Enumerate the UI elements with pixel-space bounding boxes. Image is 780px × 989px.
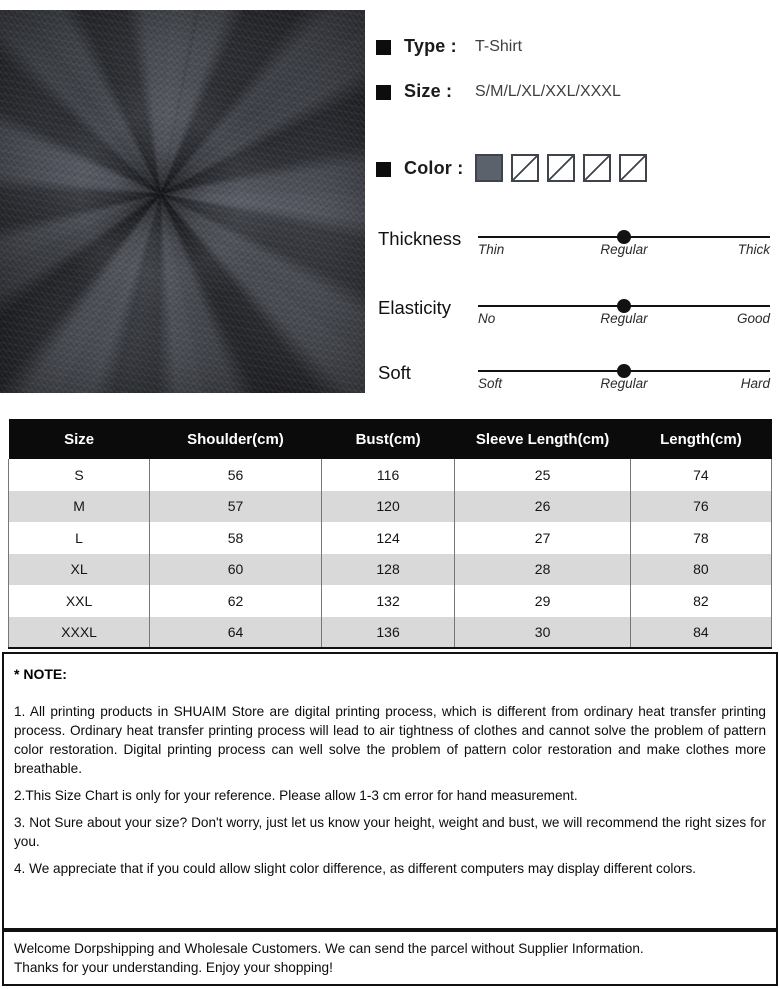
slider-track — [478, 226, 770, 272]
table-row — [9, 459, 772, 491]
cell-length: 76 — [630, 491, 771, 523]
tick-label-left: No — [478, 311, 496, 326]
size-chart-table — [8, 419, 772, 649]
cell-length: 80 — [630, 554, 771, 586]
note-item-2: 2.This Size Chart is only for your reference. Please allow 1-3 cm error for hand measurement. — [14, 788, 578, 803]
slider-name: Elasticity — [378, 297, 451, 318]
cell-sleeve: 30 — [455, 617, 630, 649]
tick-label-mid: Regular — [600, 242, 648, 257]
footer-line-2: Thanks for your understanding. Enjoy your shopping! — [14, 960, 333, 975]
tick-label-right: Good — [736, 311, 770, 326]
cell-bust: 124 — [321, 522, 455, 554]
color-swatch — [619, 154, 647, 182]
footer-box — [2, 930, 778, 986]
size-value: S/M/L/XL/XXL/XXXL — [475, 83, 621, 100]
col-header-sleeve: Sleeve Length(cm) — [455, 419, 630, 459]
cell-sleeve: 29 — [455, 585, 630, 617]
cell-sleeve: 25 — [455, 459, 630, 491]
color-swatch — [511, 154, 539, 182]
cell-shoulder: 57 — [150, 491, 322, 523]
type-label: Type : — [404, 36, 457, 56]
tick-label-left: Thin — [478, 242, 505, 257]
cell-bust: 128 — [321, 554, 455, 586]
size-label: Size : — [404, 81, 453, 101]
cell-sleeve: 28 — [455, 554, 630, 586]
cell-bust: 136 — [321, 617, 455, 649]
cell-size: M — [9, 491, 150, 523]
cell-length: 74 — [630, 459, 771, 491]
tick-label-right: Thick — [737, 242, 770, 257]
spec-row-type — [375, 36, 780, 66]
cell-length: 78 — [630, 522, 771, 554]
color-label: Color : — [404, 158, 464, 178]
spec-row-size — [375, 81, 780, 111]
cell-size: XXXL — [9, 617, 150, 649]
col-header-shoulder: Shoulder(cm) — [150, 419, 322, 459]
table-row — [9, 585, 772, 617]
thickness-slider — [378, 226, 770, 272]
tick-label-left: Soft — [478, 376, 503, 391]
cell-shoulder: 56 — [150, 459, 322, 491]
type-value: T-Shirt — [475, 38, 523, 55]
note-item-4: 4. We appreciate that if you could allow slight color difference, as different computers may display different colors. — [14, 861, 697, 876]
note-box — [2, 652, 778, 930]
tick-label-right: Hard — [740, 376, 770, 391]
cell-shoulder: 58 — [150, 522, 322, 554]
cell-sleeve: 27 — [455, 522, 630, 554]
slider-name: Soft — [378, 362, 411, 383]
slider-track — [478, 295, 770, 341]
cell-shoulder: 64 — [150, 617, 322, 649]
color-swatch — [547, 154, 575, 182]
square-bullet-icon — [376, 85, 391, 100]
col-header-length: Length(cm) — [630, 419, 771, 459]
square-bullet-icon — [376, 40, 391, 55]
color-swatch — [583, 154, 611, 182]
soft-slider — [378, 360, 770, 406]
slider-track — [478, 360, 770, 406]
cell-sleeve: 26 — [455, 491, 630, 523]
cell-length: 82 — [630, 585, 771, 617]
product-specs-panel — [375, 0, 780, 400]
cell-bust: 116 — [321, 459, 455, 491]
color-swatches — [475, 154, 647, 182]
cell-bust: 120 — [321, 491, 455, 523]
table-row — [9, 617, 772, 649]
cell-size: S — [9, 459, 150, 491]
cell-shoulder: 62 — [150, 585, 322, 617]
footer-line-1: Welcome Dorpshipping and Wholesale Customers. We can send the parcel without Supplier Information. — [14, 941, 644, 956]
slider-name: Thickness — [378, 228, 462, 249]
table-row — [9, 491, 772, 523]
table-header-row — [9, 419, 772, 459]
note-title: * NOTE: — [14, 666, 67, 682]
color-swatch-filled — [475, 154, 503, 182]
table-row — [9, 554, 772, 586]
square-bullet-icon — [376, 162, 391, 177]
fabric-photo — [0, 10, 365, 393]
cell-size: XL — [9, 554, 150, 586]
cell-shoulder: 60 — [150, 554, 322, 586]
tick-label-mid: Regular — [600, 376, 648, 391]
note-item-3: 3. Not Sure about your size? Don't worry, just let us know your height, weight and bust, we will recommend the right sizes for you. — [14, 815, 766, 849]
tick-label-mid: Regular — [600, 311, 648, 326]
note-item-1: 1. All printing products in SHUAIM Store are digital printing process, which is different from ordinary heat transfer printing process. Ordinary heat transfer printing process will lead to air tightness of clothes and cannot solve the problem of pattern color restoration. Digital printing process can well solve the problem of pattern color restoration and make clothes more breathable. — [14, 704, 766, 776]
cell-size: XXL — [9, 585, 150, 617]
elasticity-slider — [378, 295, 770, 341]
cell-length: 84 — [630, 617, 771, 649]
col-header-size: Size — [9, 419, 150, 459]
spec-row-color — [375, 158, 780, 188]
cell-size: L — [9, 522, 150, 554]
col-header-bust: Bust(cm) — [321, 419, 455, 459]
cell-bust: 132 — [321, 585, 455, 617]
table-row — [9, 522, 772, 554]
